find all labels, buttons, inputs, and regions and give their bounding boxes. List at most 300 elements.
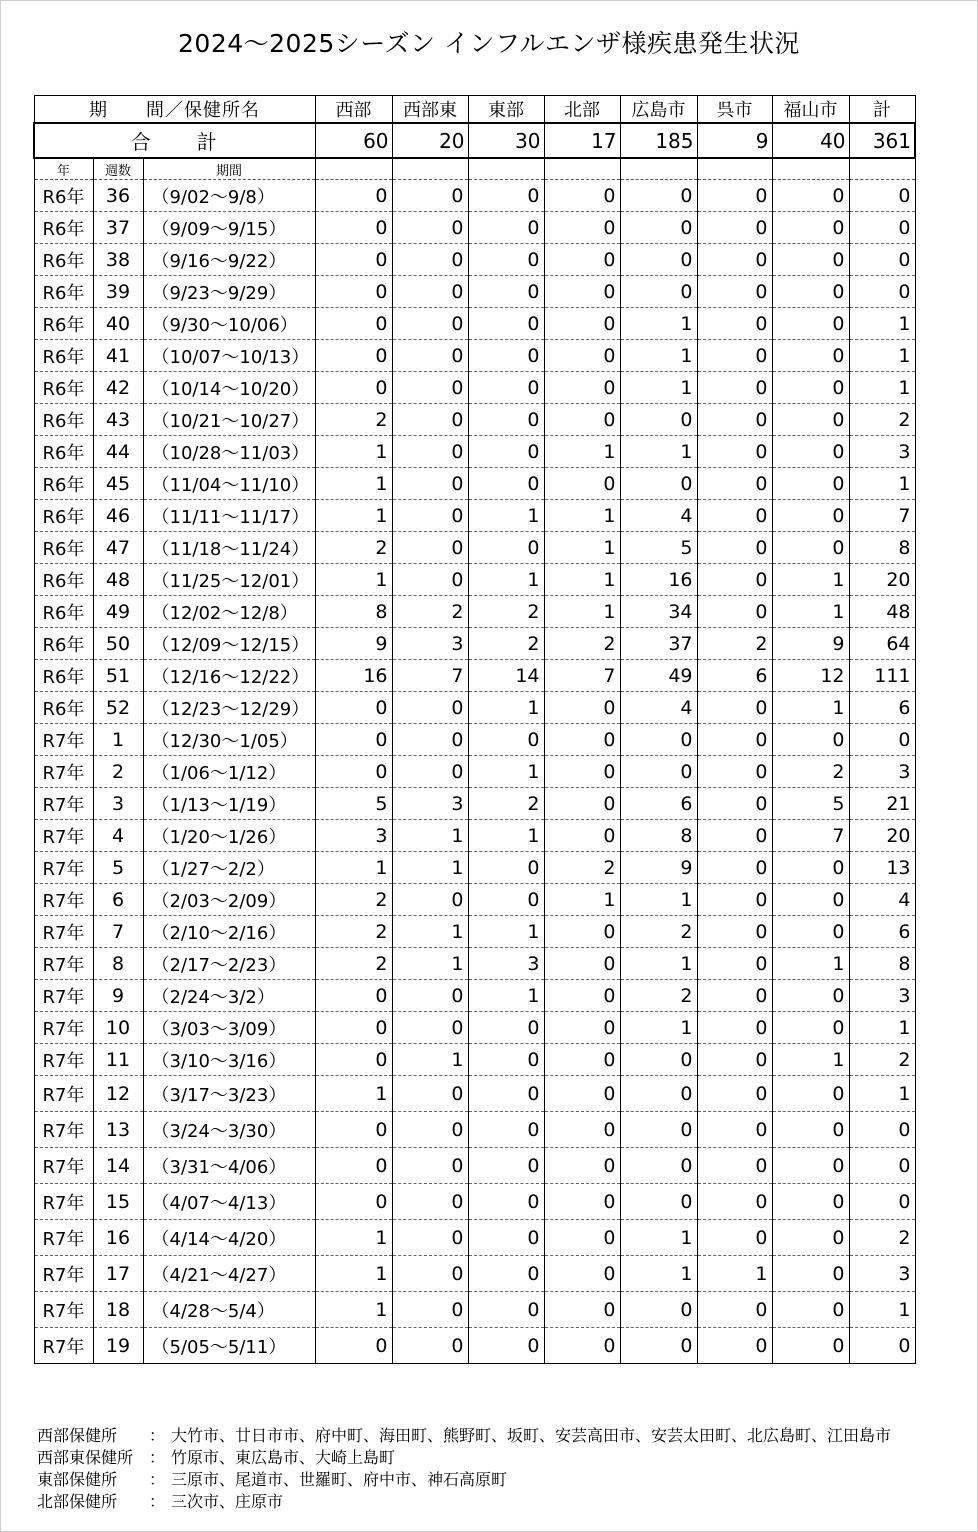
count-cell: 1: [315, 468, 392, 500]
count-cell: 0: [772, 884, 849, 916]
count-cell: 0: [620, 1292, 697, 1328]
period-cell: （10/07～10/13）: [143, 340, 315, 372]
count-cell: 1: [772, 564, 849, 596]
count-cell: 0: [468, 1220, 544, 1256]
header-row: [34, 96, 915, 124]
count-cell: 1: [544, 564, 620, 596]
table-row: [34, 756, 915, 788]
year-cell: R7年: [34, 1012, 93, 1044]
column-header: 東部: [468, 96, 544, 124]
count-cell: 8: [849, 948, 915, 980]
count-cell: 0: [697, 308, 772, 340]
table-row: [34, 916, 915, 948]
count-cell: 2: [392, 596, 468, 628]
footnote-separator: ：: [149, 1470, 166, 1489]
week-cell: 49: [93, 596, 143, 628]
count-cell: 0: [468, 884, 544, 916]
table-row: [34, 276, 915, 308]
count-cell: 0: [772, 1184, 849, 1220]
count-cell: 0: [697, 500, 772, 532]
count-cell: 0: [697, 1184, 772, 1220]
total-cell: 40: [772, 123, 849, 158]
count-cell: 0: [392, 1328, 468, 1364]
count-cell: 2: [315, 948, 392, 980]
count-cell: 1: [468, 692, 544, 724]
footnote-line: [37, 1425, 891, 1447]
count-cell: 0: [392, 1256, 468, 1292]
count-cell: 2: [697, 628, 772, 660]
count-cell: 5: [620, 532, 697, 564]
total-cell: 185: [620, 123, 697, 158]
count-cell: 0: [849, 212, 915, 244]
week-cell: 43: [93, 404, 143, 436]
period-cell: （9/30～10/06）: [143, 308, 315, 340]
count-cell: 0: [468, 1256, 544, 1292]
period-cell: （11/11～11/17）: [143, 500, 315, 532]
table-row: [34, 596, 915, 628]
count-cell: 0: [315, 756, 392, 788]
count-cell: 0: [392, 980, 468, 1012]
period-cell: （4/21～4/27）: [143, 1256, 315, 1292]
footnote-station: 東部保健所: [37, 1470, 118, 1489]
count-cell: 0: [315, 244, 392, 276]
count-cell: 37: [620, 628, 697, 660]
week-cell: 47: [93, 532, 143, 564]
count-cell: 5: [315, 788, 392, 820]
count-cell: 0: [468, 1044, 544, 1076]
period-cell: （3/10～3/16）: [143, 1044, 315, 1076]
week-cell: 4: [93, 820, 143, 852]
count-cell: 0: [697, 532, 772, 564]
period-subheader: 期間: [143, 158, 315, 180]
count-cell: 0: [772, 404, 849, 436]
total-cell: 361: [849, 123, 915, 158]
table-row: [34, 564, 915, 596]
total-cell: 17: [544, 123, 620, 158]
count-cell: 0: [620, 1184, 697, 1220]
count-cell: 0: [468, 308, 544, 340]
count-cell: 0: [849, 1184, 915, 1220]
count-cell: 0: [772, 1256, 849, 1292]
count-cell: 1: [849, 1292, 915, 1328]
count-cell: 0: [849, 1328, 915, 1364]
count-cell: 0: [468, 1112, 544, 1148]
count-cell: 0: [697, 180, 772, 212]
count-cell: 0: [392, 564, 468, 596]
period-cell: （3/03～3/09）: [143, 1012, 315, 1044]
week-cell: 15: [93, 1184, 143, 1220]
count-cell: 0: [697, 1076, 772, 1112]
table-row: [34, 468, 915, 500]
count-cell: 6: [697, 660, 772, 692]
table-row: [34, 1256, 915, 1292]
count-cell: 0: [468, 1184, 544, 1220]
week-cell: 18: [93, 1292, 143, 1328]
count-cell: 16: [315, 660, 392, 692]
count-cell: 0: [620, 1328, 697, 1364]
count-cell: 0: [468, 1328, 544, 1364]
period-cell: （9/23～9/29）: [143, 276, 315, 308]
count-cell: 0: [772, 1148, 849, 1184]
period-cell: （2/10～2/16）: [143, 916, 315, 948]
count-cell: 0: [392, 692, 468, 724]
year-cell: R7年: [34, 1220, 93, 1256]
subheader-row: [34, 158, 915, 180]
period-cell: （11/18～11/24）: [143, 532, 315, 564]
period-cell: （3/17～3/23）: [143, 1076, 315, 1112]
count-cell: 9: [772, 628, 849, 660]
count-cell: 1: [620, 308, 697, 340]
period-cell: （1/20～1/26）: [143, 820, 315, 852]
table-row: [34, 628, 915, 660]
week-cell: 50: [93, 628, 143, 660]
count-cell: 0: [544, 980, 620, 1012]
count-cell: 3: [849, 436, 915, 468]
count-cell: 3: [849, 1256, 915, 1292]
year-cell: R6年: [34, 628, 93, 660]
count-cell: 1: [544, 532, 620, 564]
count-cell: 0: [772, 1012, 849, 1044]
count-cell: 0: [772, 436, 849, 468]
count-cell: 3: [315, 820, 392, 852]
count-cell: 0: [697, 948, 772, 980]
count-cell: 6: [849, 692, 915, 724]
year-cell: R6年: [34, 372, 93, 404]
count-cell: 1: [620, 436, 697, 468]
count-cell: 1: [697, 1256, 772, 1292]
count-cell: 0: [697, 724, 772, 756]
count-cell: 2: [620, 916, 697, 948]
count-cell: 0: [392, 180, 468, 212]
week-cell: 46: [93, 500, 143, 532]
week-cell: 7: [93, 916, 143, 948]
week-cell: 5: [93, 852, 143, 884]
period-cell: （4/28～5/4）: [143, 1292, 315, 1328]
column-header: 呉市: [697, 96, 772, 124]
footnote-line: [37, 1447, 891, 1469]
count-cell: 0: [315, 692, 392, 724]
footnote-municipalities: 竹原市、東広島市、大崎上島町: [171, 1448, 396, 1467]
year-subheader: 年: [34, 158, 93, 180]
count-cell: 0: [849, 724, 915, 756]
period-cell: （10/14～10/20）: [143, 372, 315, 404]
count-cell: 0: [392, 308, 468, 340]
count-cell: 0: [544, 820, 620, 852]
year-cell: R7年: [34, 820, 93, 852]
count-cell: 1: [315, 1256, 392, 1292]
table-row: [34, 788, 915, 820]
count-cell: 0: [849, 1148, 915, 1184]
count-cell: 0: [772, 244, 849, 276]
count-cell: 0: [392, 436, 468, 468]
footnote-station: 北部保健所: [37, 1492, 118, 1511]
count-cell: 0: [697, 852, 772, 884]
count-cell: 2: [468, 788, 544, 820]
total-cell: 20: [392, 123, 468, 158]
totals-label: 合 計: [34, 123, 315, 158]
column-header: 北部: [544, 96, 620, 124]
count-cell: 0: [392, 372, 468, 404]
table-row: [34, 1292, 915, 1328]
count-cell: 0: [544, 1220, 620, 1256]
table-row: [34, 660, 915, 692]
count-cell: 0: [392, 340, 468, 372]
period-cell: （4/07～4/13）: [143, 1184, 315, 1220]
count-cell: 1: [849, 340, 915, 372]
year-cell: R6年: [34, 500, 93, 532]
year-cell: R7年: [34, 1292, 93, 1328]
count-cell: 0: [697, 1044, 772, 1076]
count-cell: 0: [772, 212, 849, 244]
count-cell: 0: [392, 500, 468, 532]
count-cell: 1: [468, 564, 544, 596]
count-cell: 0: [392, 1076, 468, 1112]
week-cell: 44: [93, 436, 143, 468]
count-cell: 0: [697, 756, 772, 788]
year-cell: R6年: [34, 308, 93, 340]
year-cell: R7年: [34, 1148, 93, 1184]
table-row: [34, 724, 915, 756]
week-cell: 13: [93, 1112, 143, 1148]
count-cell: 2: [544, 628, 620, 660]
count-cell: 0: [315, 1184, 392, 1220]
count-cell: 0: [315, 1044, 392, 1076]
count-cell: 1: [849, 372, 915, 404]
count-cell: 4: [620, 692, 697, 724]
count-cell: 2: [772, 756, 849, 788]
page-title: 2024～2025シーズン インフルエンザ様疾患発生状況: [178, 29, 800, 58]
count-cell: 6: [849, 916, 915, 948]
count-cell: 9: [315, 628, 392, 660]
count-cell: 0: [697, 212, 772, 244]
count-cell: 0: [772, 180, 849, 212]
table-row: [34, 1044, 915, 1076]
count-cell: 0: [315, 308, 392, 340]
year-cell: R6年: [34, 180, 93, 212]
count-cell: 7: [772, 820, 849, 852]
count-cell: 1: [620, 1256, 697, 1292]
count-cell: 0: [468, 1012, 544, 1044]
count-cell: 0: [697, 244, 772, 276]
count-cell: 0: [468, 436, 544, 468]
count-cell: 0: [544, 308, 620, 340]
table-row: [34, 948, 915, 980]
count-cell: 0: [697, 980, 772, 1012]
week-cell: 3: [93, 788, 143, 820]
footnote-line: [37, 1469, 891, 1491]
column-header: 西部東: [392, 96, 468, 124]
count-cell: 1: [620, 340, 697, 372]
count-cell: 0: [772, 916, 849, 948]
week-cell: 6: [93, 884, 143, 916]
period-cell: （2/17～2/23）: [143, 948, 315, 980]
year-cell: R6年: [34, 340, 93, 372]
count-cell: 0: [468, 724, 544, 756]
count-cell: 1: [392, 948, 468, 980]
year-cell: R7年: [34, 884, 93, 916]
table-row: [34, 1076, 915, 1112]
count-cell: 21: [849, 788, 915, 820]
table-row: [34, 1148, 915, 1184]
year-cell: R7年: [34, 756, 93, 788]
count-cell: 0: [772, 1112, 849, 1148]
period-station-header: 期 間／保健所名: [34, 96, 315, 124]
count-cell: 1: [620, 884, 697, 916]
count-cell: 1: [315, 1220, 392, 1256]
count-cell: 14: [468, 660, 544, 692]
count-cell: 0: [544, 788, 620, 820]
week-cell: 2: [93, 756, 143, 788]
count-cell: 0: [392, 532, 468, 564]
count-cell: 8: [315, 596, 392, 628]
table-row: [34, 308, 915, 340]
count-cell: 0: [315, 1328, 392, 1364]
count-cell: 4: [620, 500, 697, 532]
count-cell: 0: [544, 340, 620, 372]
table-row: [34, 436, 915, 468]
count-cell: 0: [544, 468, 620, 500]
count-cell: 0: [697, 692, 772, 724]
table-row: [34, 1112, 915, 1148]
table-row: [34, 980, 915, 1012]
count-cell: 0: [620, 212, 697, 244]
week-cell: 37: [93, 212, 143, 244]
count-cell: 0: [772, 468, 849, 500]
column-header: 福山市: [772, 96, 849, 124]
week-subheader: 週数: [93, 158, 143, 180]
period-cell: （9/16～9/22）: [143, 244, 315, 276]
table-row: [34, 244, 915, 276]
period-cell: （1/27～2/2）: [143, 852, 315, 884]
count-cell: 0: [544, 692, 620, 724]
count-cell: 0: [392, 212, 468, 244]
count-cell: 1: [772, 948, 849, 980]
count-cell: 0: [620, 180, 697, 212]
count-cell: 0: [315, 1148, 392, 1184]
count-cell: 1: [468, 756, 544, 788]
year-cell: R6年: [34, 436, 93, 468]
week-cell: 42: [93, 372, 143, 404]
total-cell: 30: [468, 123, 544, 158]
count-cell: 1: [849, 1012, 915, 1044]
count-cell: 0: [620, 244, 697, 276]
count-cell: 0: [697, 1012, 772, 1044]
week-cell: 19: [93, 1328, 143, 1364]
year-cell: R6年: [34, 660, 93, 692]
period-cell: （9/02～9/8）: [143, 180, 315, 212]
count-cell: 0: [468, 404, 544, 436]
count-cell: 1: [772, 596, 849, 628]
count-cell: 48: [849, 596, 915, 628]
influenza-table: [33, 95, 916, 1364]
week-cell: 1: [93, 724, 143, 756]
period-cell: （12/16～12/22）: [143, 660, 315, 692]
count-cell: 0: [392, 1184, 468, 1220]
year-cell: R6年: [34, 404, 93, 436]
count-cell: 0: [697, 1220, 772, 1256]
year-cell: R7年: [34, 916, 93, 948]
count-cell: 0: [697, 372, 772, 404]
count-cell: 0: [392, 1148, 468, 1184]
count-cell: 0: [544, 1292, 620, 1328]
total-cell: 60: [315, 123, 392, 158]
week-cell: 40: [93, 308, 143, 340]
count-cell: 0: [315, 276, 392, 308]
count-cell: 0: [468, 372, 544, 404]
count-cell: 2: [315, 404, 392, 436]
period-cell: （12/30～1/05）: [143, 724, 315, 756]
count-cell: 1: [544, 884, 620, 916]
count-cell: 1: [315, 1076, 392, 1112]
count-cell: 111: [849, 660, 915, 692]
footnotes: [37, 1425, 891, 1513]
count-cell: 0: [468, 276, 544, 308]
count-cell: 1: [544, 500, 620, 532]
week-cell: 48: [93, 564, 143, 596]
year-cell: R7年: [34, 948, 93, 980]
week-cell: 38: [93, 244, 143, 276]
column-header: 西部: [315, 96, 392, 124]
count-cell: 0: [544, 276, 620, 308]
count-cell: 0: [544, 756, 620, 788]
count-cell: 1: [315, 564, 392, 596]
count-cell: 1: [620, 948, 697, 980]
count-cell: 9: [620, 852, 697, 884]
count-cell: 1: [544, 596, 620, 628]
count-cell: 3: [849, 756, 915, 788]
table-row: [34, 1012, 915, 1044]
table-row: [34, 404, 915, 436]
week-cell: 12: [93, 1076, 143, 1112]
count-cell: 0: [468, 1292, 544, 1328]
count-cell: 0: [772, 372, 849, 404]
table-row: [34, 500, 915, 532]
year-cell: R7年: [34, 1044, 93, 1076]
footnote-station: 西部東保健所: [37, 1448, 134, 1467]
week-cell: 39: [93, 276, 143, 308]
period-cell: （2/03～2/09）: [143, 884, 315, 916]
count-cell: 4: [849, 884, 915, 916]
table-row: [34, 340, 915, 372]
count-cell: 0: [392, 244, 468, 276]
count-cell: 2: [315, 532, 392, 564]
week-cell: 14: [93, 1148, 143, 1184]
year-cell: R6年: [34, 276, 93, 308]
count-cell: 7: [849, 500, 915, 532]
count-cell: 3: [392, 628, 468, 660]
period-cell: （2/24～3/2）: [143, 980, 315, 1012]
count-cell: 3: [849, 980, 915, 1012]
table-row: [34, 1328, 915, 1364]
count-cell: 1: [315, 1292, 392, 1328]
count-cell: 0: [544, 1256, 620, 1292]
count-cell: 0: [620, 1148, 697, 1184]
year-cell: R7年: [34, 1328, 93, 1364]
count-cell: 0: [772, 1292, 849, 1328]
week-cell: 17: [93, 1256, 143, 1292]
period-cell: （1/06～1/12）: [143, 756, 315, 788]
period-cell: （12/02～12/8）: [143, 596, 315, 628]
count-cell: 1: [468, 820, 544, 852]
count-cell: 0: [697, 916, 772, 948]
count-cell: 1: [392, 820, 468, 852]
count-cell: 0: [620, 1112, 697, 1148]
count-cell: 0: [620, 1076, 697, 1112]
count-cell: 0: [468, 340, 544, 372]
period-cell: （3/24～3/30）: [143, 1112, 315, 1148]
period-cell: （1/13～1/19）: [143, 788, 315, 820]
period-cell: （4/14～4/20）: [143, 1220, 315, 1256]
